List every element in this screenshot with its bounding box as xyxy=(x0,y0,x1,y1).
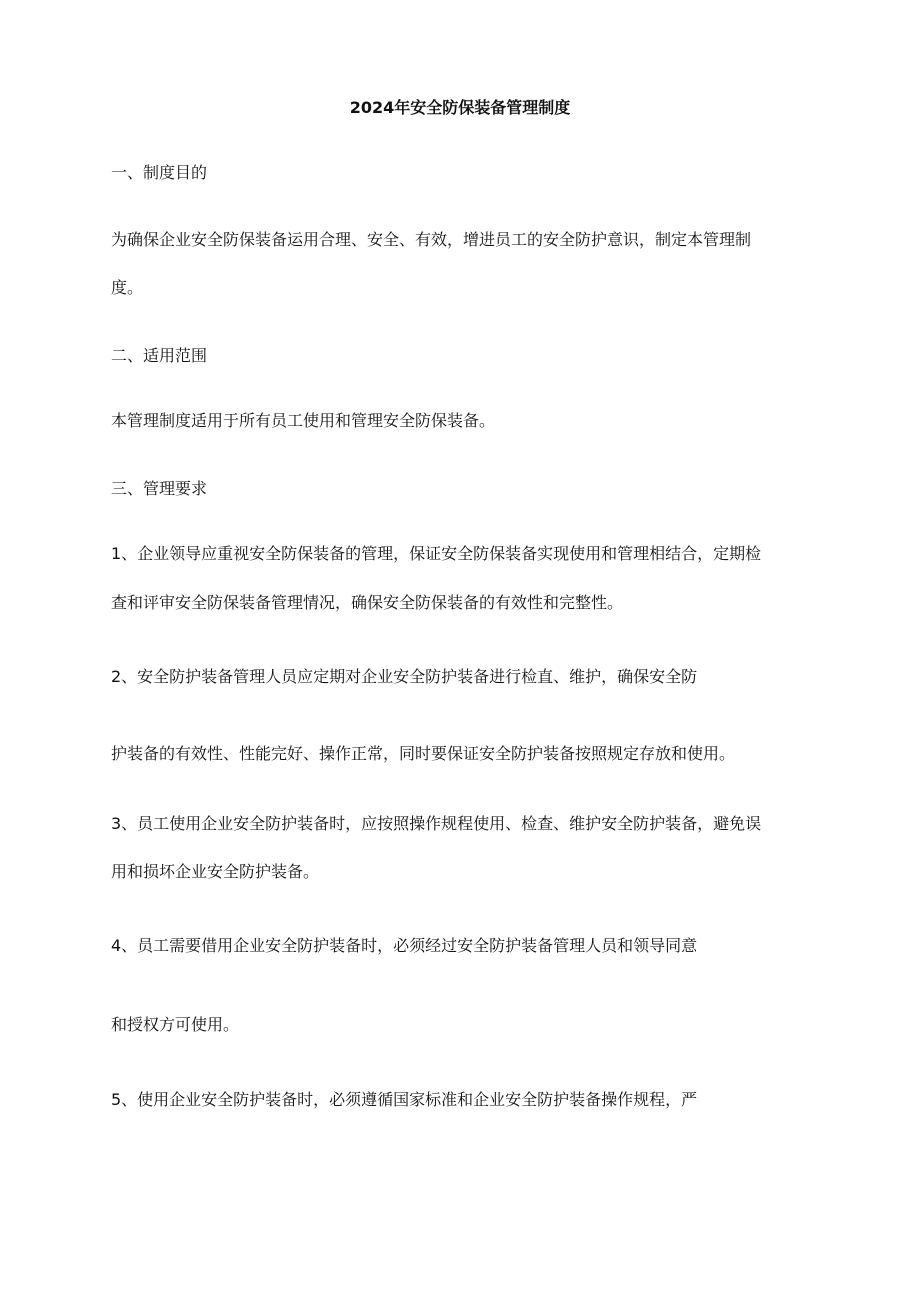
requirement-2-line-1: 2、安全防护装备管理人员应定期对企业安全防护装备进行检直、维护，确保安全防 xyxy=(111,667,698,686)
document-title: 2024年安全防保装备管理制度 xyxy=(349,98,571,117)
purpose-paragraph-line-1: 为确保企业安全防保装备运用合理、安全、有效，增进员工的安全防护意识，制定本管理制 xyxy=(111,230,752,249)
scope-paragraph-line-1: 本管理制度适用于所有员工使用和管理安全防保装备。 xyxy=(111,411,496,430)
section-heading-purpose: 一、制度目的 xyxy=(111,163,208,182)
requirement-1-line-1: 1、企业领导应重视安全防保装备的管理，保证安全防保装备实现使用和管理相结合，定期检 xyxy=(111,544,762,563)
requirement-1-line-2: 查和评审安全防保装备管理情况，确保安全防保装备的有效性和完整性。 xyxy=(111,593,624,612)
requirement-4-line-2: 和授权方可使用。 xyxy=(111,1015,240,1034)
section-heading-requirements: 三、管理要求 xyxy=(111,479,208,498)
section-heading-scope: 二、适用范围 xyxy=(111,346,208,365)
requirement-5-line-1: 5、使用企业安全防护装备时，必须遵循国家标准和企业安全防护装备操作规程，严 xyxy=(111,1090,698,1109)
purpose-paragraph-line-2: 度。 xyxy=(111,278,144,297)
requirement-4-line-1: 4、员工需要借用企业安全防护装备时，必须经过安全防护装备管理人员和领导同意 xyxy=(111,936,698,955)
requirement-3-line-2: 用和损坏企业安全防护装备。 xyxy=(111,862,320,881)
requirement-3-line-1: 3、员工使用企业安全防护装备时，应按照操作规程使用、检查、维护安全防护装备，避免误 xyxy=(111,814,762,833)
requirement-2-line-2: 护装备的有效性、性能完好、操作正常，同时要保证安全防护装备按照规定存放和使用。 xyxy=(111,744,736,763)
